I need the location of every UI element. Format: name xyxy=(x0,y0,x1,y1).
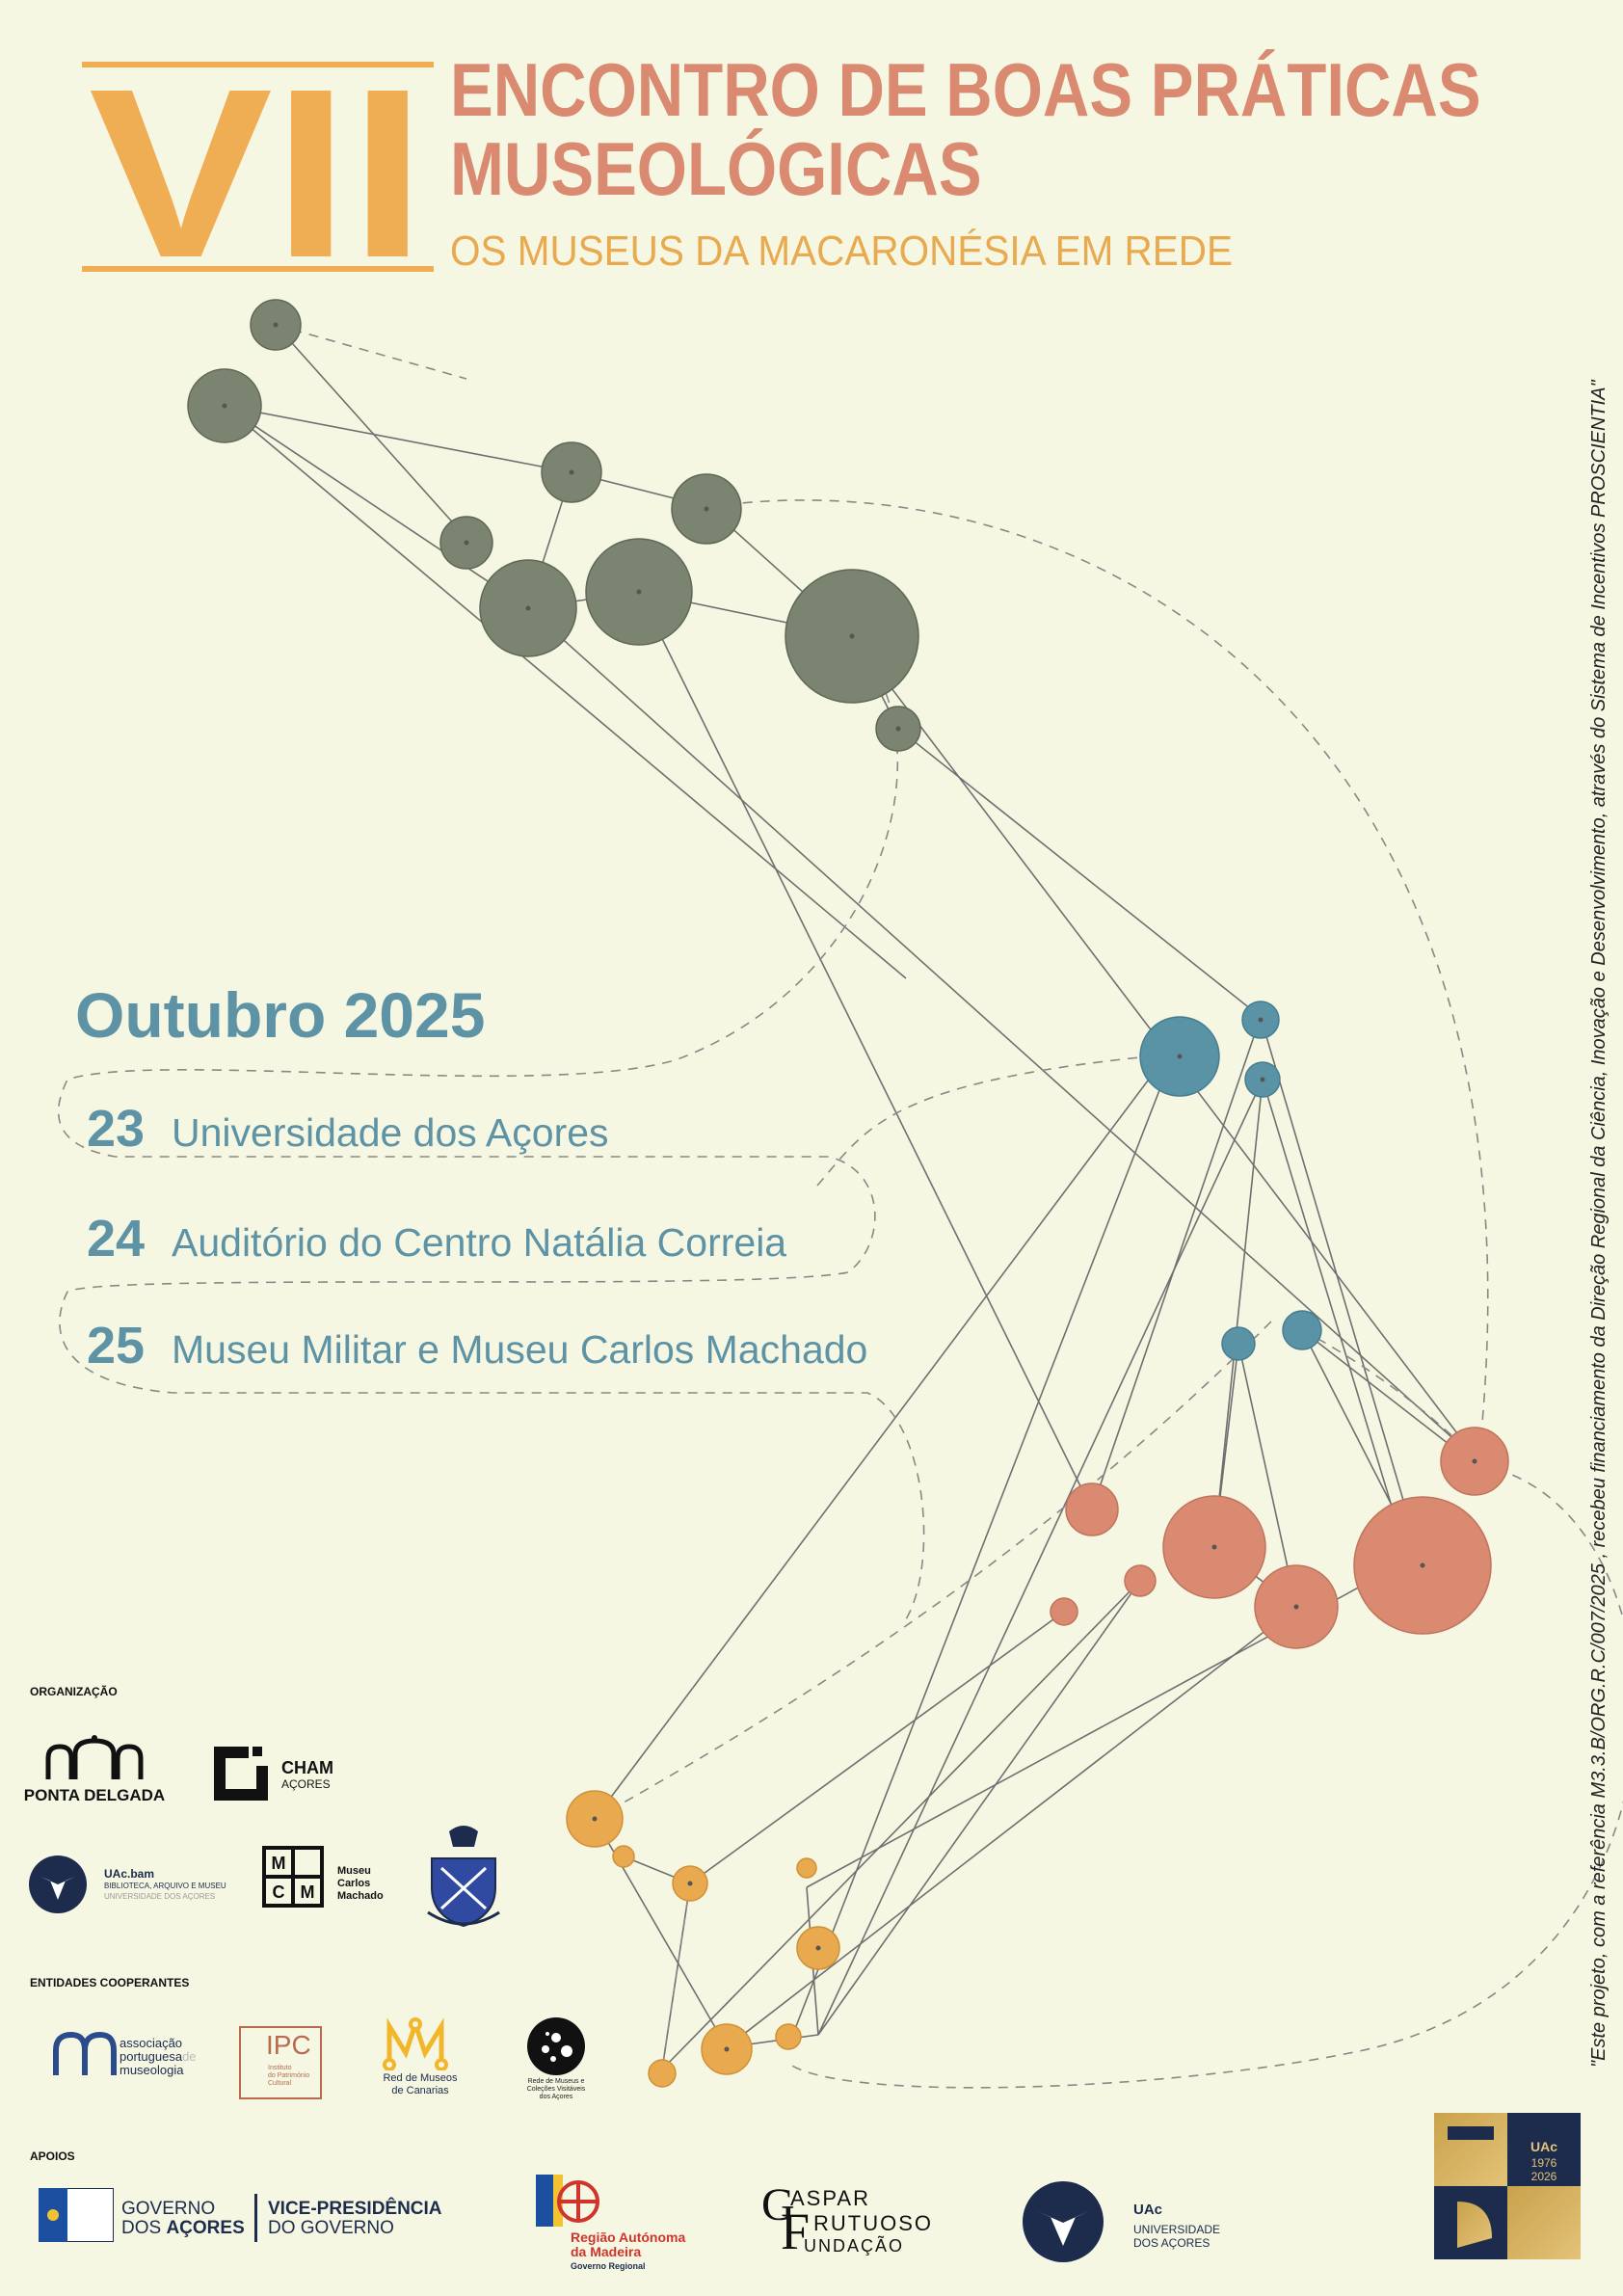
gaspar-line3: UNDAÇÃO xyxy=(804,2236,905,2256)
uac-name: UNIVERSIDADE DOS AÇORES xyxy=(1133,2223,1221,2250)
logo-fundacao-gaspar-frutuoso xyxy=(761,2179,964,2271)
cham-sub: AÇORES xyxy=(281,1777,331,1791)
uac-anniversary-badge xyxy=(1434,2113,1581,2259)
gaspar-line2: RUTUOSO xyxy=(813,2211,933,2235)
logo-divider xyxy=(254,2194,257,2242)
logo-uac-bam xyxy=(29,1855,241,1913)
day-number: 25 xyxy=(87,1317,146,1375)
gov-name: GOVERNO DOS AÇORES xyxy=(121,2199,245,2238)
gaspar-g-letter: G xyxy=(761,2179,795,2230)
event-month: Outubro 2025 xyxy=(75,979,486,1051)
apm-name: associação portuguesade museologia xyxy=(120,2036,197,2077)
apm-arches-icon xyxy=(50,2029,120,2077)
ponta-delgada-name: PONTA DELGADA xyxy=(23,1786,166,1804)
rede-acores-name: Rede de Museus e Coleções Visitáveis dos Açores xyxy=(526,2078,586,2100)
uac-emblem-icon xyxy=(29,1855,87,1913)
cham-mark-icon xyxy=(214,1747,268,1801)
svg-text:M: M xyxy=(300,1882,315,1902)
svg-text:C: C xyxy=(272,1882,285,1902)
ipc-mark: IPC xyxy=(266,2030,311,2060)
day-venue: Universidade dos Açores xyxy=(172,1110,609,1155)
ipc-name: Instituto do Património Cultural xyxy=(268,2065,310,2087)
uac-bam-title: UAc.bam xyxy=(104,1867,155,1881)
logo-red-museos-canarias xyxy=(372,2016,468,2103)
day-number: 23 xyxy=(87,1100,146,1158)
logo-universidade-acores xyxy=(1022,2180,1253,2267)
logo-museu-carlos-machado xyxy=(262,1846,397,1913)
logo-rede-museus-acores xyxy=(513,2016,599,2103)
cham-name: CHAM xyxy=(281,1758,333,1777)
military-museum-crest-icon xyxy=(422,1820,505,1934)
madeira-emblem-icon xyxy=(536,2169,601,2232)
mcm-grid-icon xyxy=(262,1846,330,1913)
logo-regiao-autonoma-madeira xyxy=(536,2169,709,2271)
day-number: 24 xyxy=(87,1210,146,1268)
section-label-cooperantes: ENTIDADES COOPERANTES xyxy=(30,1976,190,1989)
canarias-m-icon xyxy=(382,2016,449,2070)
logo-governo-acores xyxy=(39,2188,463,2246)
logo-associacao-portuguesa-museologia xyxy=(50,2029,224,2087)
rede-acores-dots-icon xyxy=(526,2016,586,2076)
ponta-delgada-arch-icon xyxy=(17,1735,172,1781)
event-title xyxy=(450,47,1481,211)
azores-flag-icon xyxy=(39,2188,114,2242)
gaspar-f-letter: F xyxy=(781,2203,811,2260)
day-venue: Auditório do Centro Natália Correia xyxy=(172,1220,787,1265)
madeira-name: Região Autónoma da Madeira Governo Regional xyxy=(571,2229,686,2271)
section-label-organizacao: ORGANIZAÇÃO xyxy=(30,1685,118,1698)
svg-text:M: M xyxy=(271,1854,286,1873)
section-label-apoios: APOIOS xyxy=(30,2149,75,2163)
day-venue: Museu Militar e Museu Carlos Machado xyxy=(172,1327,868,1372)
badge-label: UAc xyxy=(1530,2139,1558,2154)
badge-year-start: 1976 xyxy=(1530,2156,1557,2170)
logo-ipc xyxy=(239,2026,322,2099)
logo-cham-acores xyxy=(214,1747,359,1804)
schedule-day-24 xyxy=(87,1209,786,1268)
schedule-day-25 xyxy=(87,1316,867,1375)
badge-year-end: 2026 xyxy=(1530,2170,1557,2183)
title-line-1: ENCONTRO DE BOAS PRÁTICAS xyxy=(450,47,1481,132)
event-subtitle: OS MUSEUS DA MACARONÉSIA EM REDE xyxy=(450,227,1234,275)
title-line-2: MUSEOLÓGICAS xyxy=(450,126,982,211)
schedule-day-23 xyxy=(87,1099,609,1159)
roman-numeral-text: VII xyxy=(89,60,426,276)
uac-title: UAc xyxy=(1133,2202,1163,2218)
logo-ponta-delgada xyxy=(17,1735,172,1802)
uac-emblem-icon xyxy=(1022,2180,1104,2263)
funding-note: "Este projeto, com a referência M3.3.B/ORG.R.C/007/2025 , recebeu financiamento da Direção Regional da Ciência, Inovação e Desenvolvimento, através do Sistema de Incentivos PROSCIENTIA" xyxy=(1588,380,1610,2068)
uac-bam-line2: UNIVERSIDADE DOS AÇORES xyxy=(104,1892,216,1901)
gaspar-line1: ASPAR xyxy=(790,2186,870,2210)
canarias-name: Red de Museos de Canarias xyxy=(383,2072,458,2096)
mcm-name: Museu Carlos Machado xyxy=(337,1865,384,1902)
vp-name: VICE-PRESIDÊNCIA DO GOVERNO xyxy=(268,2199,442,2238)
uac-bam-line1: BIBLIOTECA, ARQUIVO E MUSEU xyxy=(104,1882,226,1890)
roman-numeral-vii xyxy=(82,60,434,276)
